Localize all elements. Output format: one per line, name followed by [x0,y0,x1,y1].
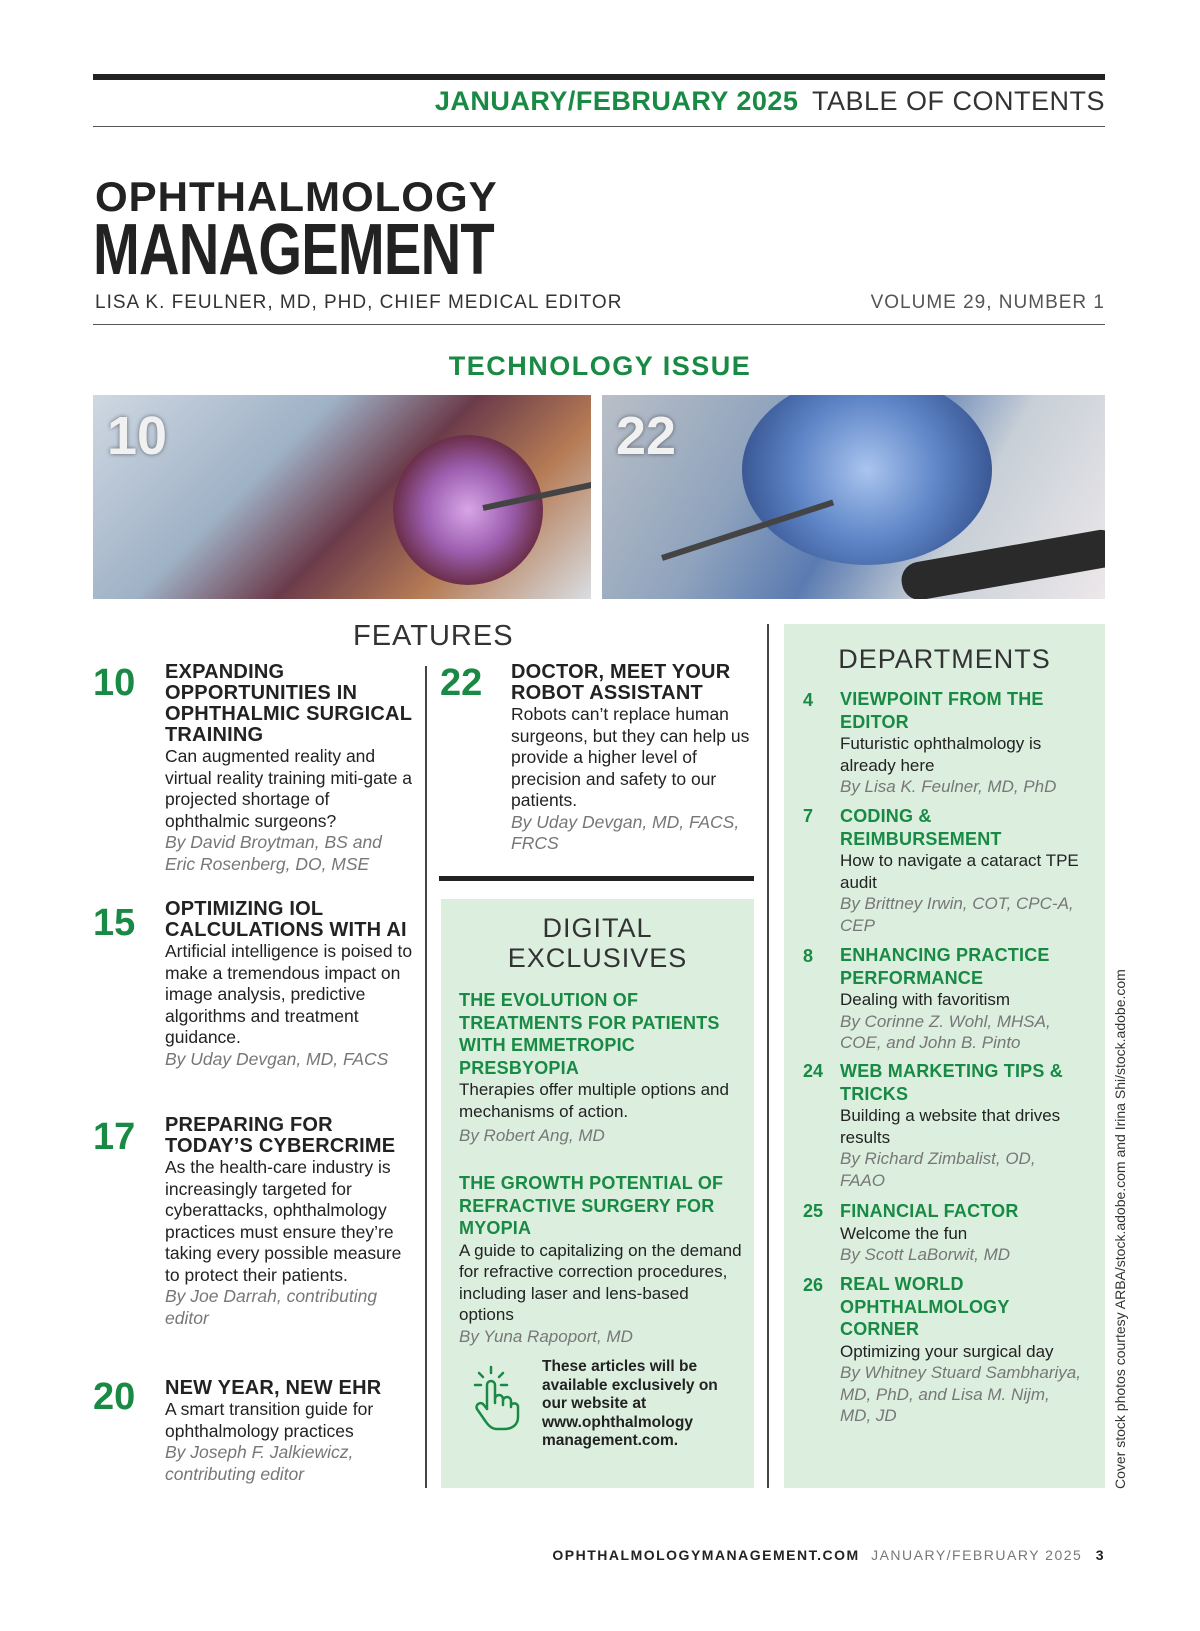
department-byline: By Whitney Stuard Sambhariya, MD, PhD, and Lisa M. Nijm, MD, JD [840,1363,1081,1425]
photo-page-number: 22 [616,406,677,466]
department-byline: By Scott LaBorwit, MD [840,1245,1011,1264]
article-byline: By Joe Darrah, contributing editor [165,1286,378,1328]
cover-photo-surgical-training[interactable] [93,395,591,599]
digital-article-title: THE GROWTH POTENTIAL OF REFRACTIVE SURGERY FOR MYOPIA [459,1173,724,1238]
section-rule [439,876,754,881]
article-byline: By David Broytman, BS and Eric Rosenberg, DO, MSE [165,832,382,874]
department-title: WEB MARKETING TIPS & TRICKS [840,1061,1063,1104]
article-title: PREPARING FOR TODAY’S CYBERCRIME [165,1114,396,1157]
department-title: FINANCIAL FACTOR [840,1201,1019,1221]
department-title: CODING & REIMBURSEMENT [840,806,1002,849]
department-description: How to navigate a cataract TPE audit [840,851,1079,892]
department-description: Dealing with favoritism [840,990,1011,1009]
department-byline: By Lisa K. Feulner, MD, PhD [840,777,1057,796]
feature-page-number: 10 [93,662,136,704]
departments-divider [767,624,769,1488]
feature-page-number: 17 [93,1116,136,1158]
article-byline: By Uday Devgan, MD, FACS, FRCS [511,811,740,853]
chief-editor: LISA K. FEULNER, MD, PHD, CHIEF MEDICAL EDITOR [95,292,623,313]
feature-page-number: 15 [93,902,136,944]
heading-line: EXCLUSIVES [507,943,688,973]
digital-article[interactable] [459,1172,744,1347]
department-page-number: 24 [803,1061,824,1081]
digital-article-title: THE EVOLUTION OF TREATMENTS FOR PATIENTS WITH EMMETROPIC PRESBYOPIA [459,990,720,1078]
article-description: As the health-care industry is increasingly targeted for cyberattacks, ophthalmology practices must ensure they’re taking every possible measure to protect their patients. [165,1157,402,1285]
departments-heading: DEPARTMENTS [838,644,1051,674]
feature-article[interactable] [165,1378,415,1485]
department-byline: By Corinne Z. Wohl, MHSA, COE, and John B. Pinto [840,1011,1051,1052]
digital-exclusives-heading [441,913,754,973]
article-title: EXPANDING OPPORTUNITIES IN OPHTHALMIC SURGICAL TRAINING [165,661,412,746]
top-rule [93,74,1105,80]
page-number: 3 [1095,1547,1105,1563]
article-byline: By Joseph F. Jalkiewicz, contributing editor [165,1442,354,1484]
feature-page-number: 20 [93,1376,136,1418]
volume-number: VOLUME 29, NUMBER 1 [870,292,1105,313]
digital-article-byline: By Robert Ang, MD [459,1126,605,1145]
department-page-number: 4 [803,690,814,710]
section-label: TABLE OF CONTENTS [811,86,1105,116]
article-description: Artificial intelligence is poised to make a tremendous impact on image analysis, predictive algorithms and treatment guidance. [165,941,413,1047]
article-byline: By Uday Devgan, MD, FACS [165,1048,389,1069]
department-page-number: 7 [803,806,814,826]
department-byline: By Brittney Irwin, COT, CPC-A, CEP [840,894,1074,935]
department-item[interactable] [840,688,1085,798]
digital-article[interactable] [459,989,744,1147]
features-column-divider [425,666,427,1488]
article-description: A smart transition guide for ophthalmology practices [165,1399,374,1441]
department-description: Futuristic ophthalmology is already here [840,734,1042,775]
eye-image [393,435,543,585]
digital-article-description: A guide to capitalizing on the demand for refractive correction procedures, including laser and lens-based options [459,1240,742,1324]
feature-article[interactable] [511,662,761,855]
digital-article-byline: By Yuna Rapoport, MD [459,1326,633,1346]
photo-credit: Cover stock photos courtesy ARBA/stock.adobe.com and Irina Shi/stock.adobe.com [1112,969,1128,1489]
feature-article[interactable] [165,899,415,1070]
cover-photo-robot-assistant[interactable] [602,395,1105,599]
department-item[interactable] [840,1200,1085,1266]
photo-page-number: 10 [107,406,168,466]
footer-date: JANUARY/FEBRUARY 2025 [871,1547,1083,1563]
department-description: Welcome the fun [840,1223,968,1243]
department-item[interactable] [840,1273,1085,1427]
department-title: VIEWPOINT FROM THE EDITOR [840,689,1044,732]
department-page-number: 8 [803,946,814,966]
department-item[interactable] [840,944,1085,1054]
issue-theme: TECHNOLOGY ISSUE [448,351,752,381]
department-item[interactable] [840,1060,1085,1191]
department-title: ENHANCING PRACTICE PERFORMANCE [840,945,1050,988]
header-divider [93,126,1105,127]
article-title: OPTIMIZING IOL CALCULATIONS WITH AI [165,898,407,941]
brand-line-2: MANAGEMENT [93,210,494,290]
article-description: Robots can’t replace human surgeons, but they can help us provide a higher level of precision and safety to our patients. [511,704,750,810]
department-title: REAL WORLD OPHTHALMOLOGY CORNER [840,1274,1010,1339]
footer-website[interactable]: OPHTHALMOLOGYMANAGEMENT.COM [552,1547,860,1563]
feature-article[interactable] [165,1115,415,1329]
article-description: Can augmented reality and virtual reality training miti-gate a projected shortage of ophthalmic surgeons? [165,746,413,831]
department-byline: By Richard Zimbalist, OD, FAAO [840,1149,1036,1190]
department-page-number: 25 [803,1201,824,1221]
department-page-number: 26 [803,1275,824,1295]
department-description: Building a website that drives results [840,1106,1061,1147]
article-title: NEW YEAR, NEW EHR [165,1377,382,1399]
page-footer [552,1547,1105,1563]
article-title: DOCTOR, MEET YOUR ROBOT ASSISTANT [511,661,731,704]
feature-article[interactable] [165,662,415,875]
feature-page-number: 22 [440,662,483,704]
issue-heading [435,86,1105,117]
eye-image [742,395,992,565]
heading-line: DIGITAL [542,913,653,943]
features-heading: FEATURES [353,620,514,652]
brand-line-1: OPHTHALMOLOGY [95,173,498,220]
digital-exclusive-note[interactable]: These articles will be available exclusively on our website at www.ophthalmology management.com. [542,1358,718,1449]
department-item[interactable] [840,805,1085,936]
digital-article-description: Therapies offer multiple options and mechanisms of action. [459,1080,729,1121]
masthead-divider [93,324,1105,325]
tap-hand-icon [467,1363,523,1431]
department-description: Optimizing your surgical day [840,1341,1054,1361]
issue-date: JANUARY/FEBRUARY 2025 [434,86,799,116]
